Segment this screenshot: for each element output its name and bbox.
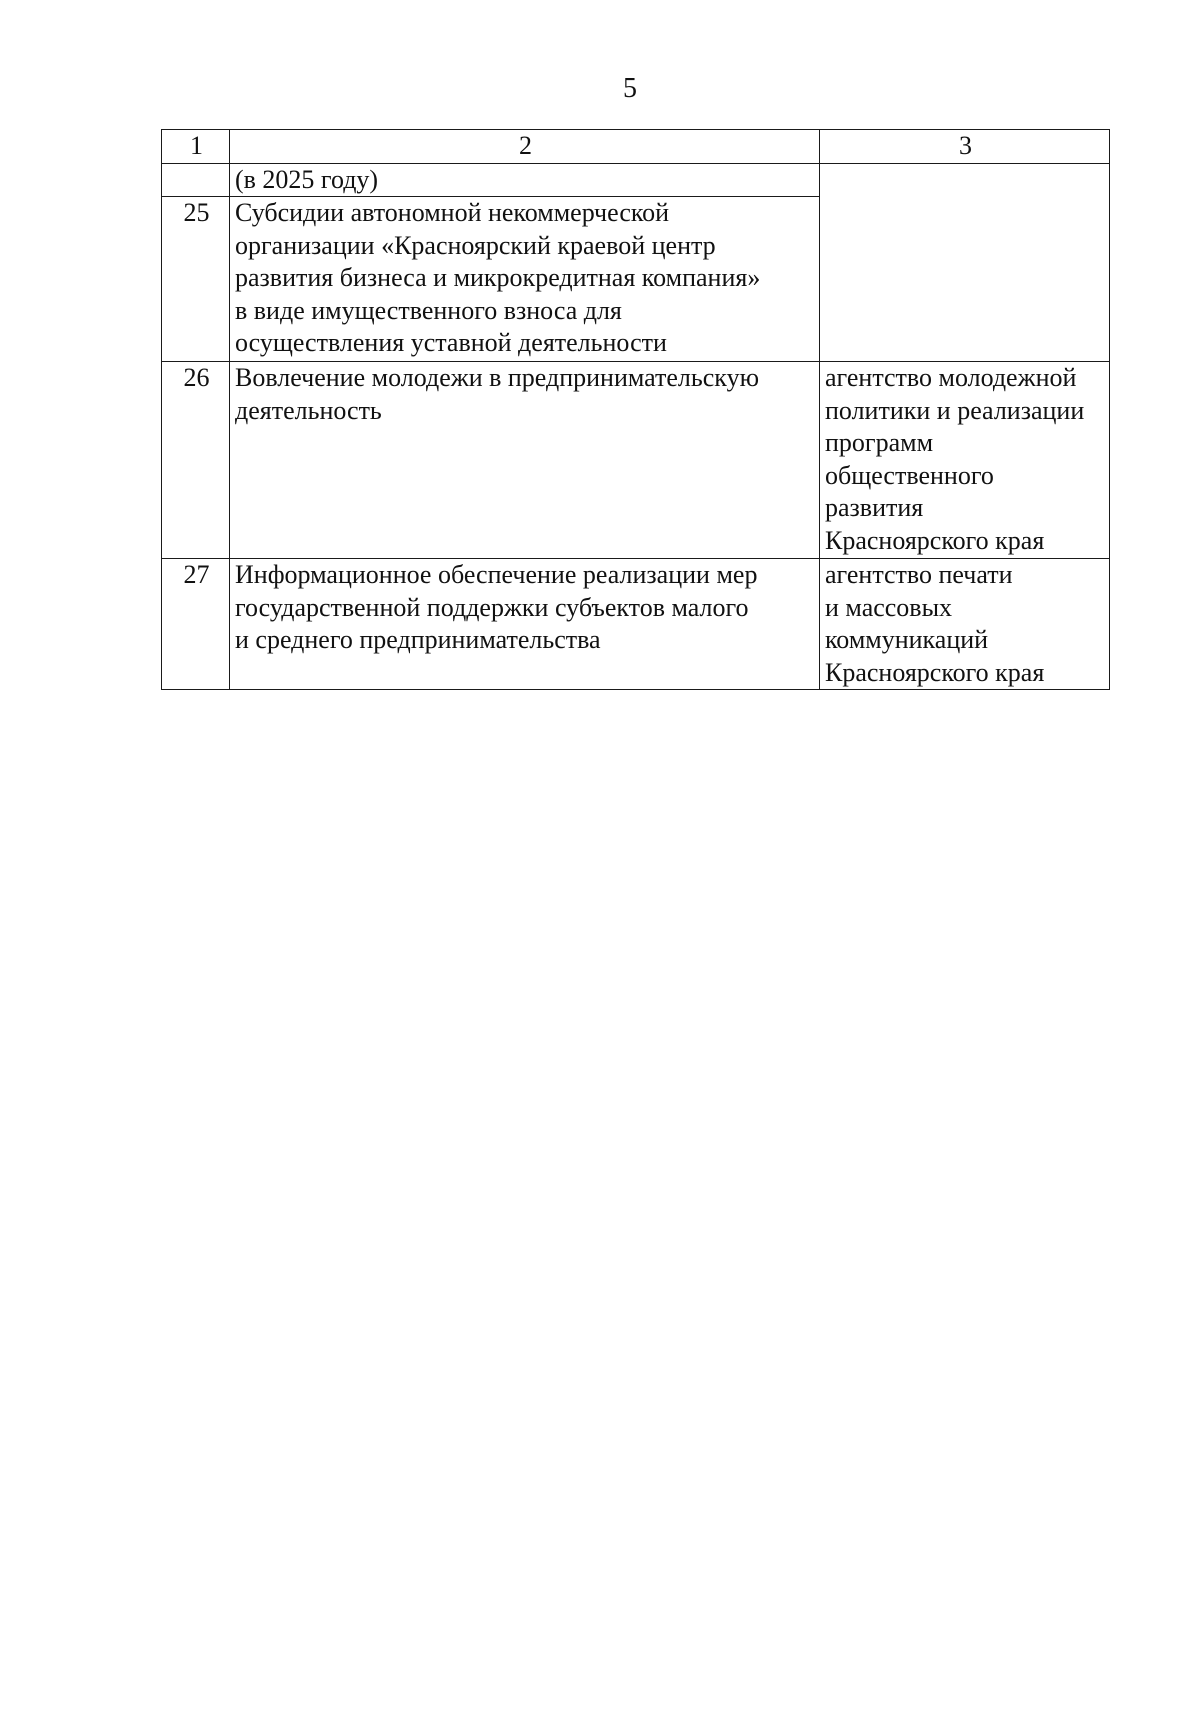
measure-text-line: Информационное обеспечение реализации мер <box>235 560 758 589</box>
row-number: 25 <box>162 197 230 362</box>
measure-text-line: Субсидии автономной некоммерческой <box>235 198 670 227</box>
measure-text-line: в виде имущественного взноса для <box>235 295 622 325</box>
agency-text-line: Красноярского края <box>825 525 1045 555</box>
agency-text-line: агентство молодежной <box>825 363 1077 392</box>
row-number: 27 <box>162 559 230 690</box>
measure-cell <box>230 163 820 197</box>
measure-text-line: и среднего предпринимательства <box>235 625 601 654</box>
table-row <box>162 559 1110 690</box>
measure-text-line: осуществления уставной деятельности <box>235 328 667 357</box>
page-number: 5 <box>623 73 637 104</box>
agency-text-line: и массовых <box>825 592 953 622</box>
measure-text-line: деятельность <box>235 395 382 425</box>
table-row-continuation <box>162 163 1110 197</box>
table-header-row <box>162 130 1110 164</box>
agency-text-line: развития <box>825 493 924 522</box>
measure-cell <box>230 362 820 559</box>
row-number: 26 <box>162 362 230 559</box>
agency-text-line: коммуникаций <box>825 625 989 654</box>
agency-cell <box>820 163 1110 362</box>
measure-text-line: (в 2025 году) <box>235 164 379 194</box>
agency-text-line: политики и реализации <box>825 395 1085 425</box>
row-number <box>162 163 230 197</box>
agency-text-line: агентство печати <box>825 560 1013 589</box>
agency-text-line: программ <box>825 428 934 457</box>
table-row <box>162 362 1110 559</box>
measure-text-line: развития бизнеса и микрокредитная компания» <box>235 263 761 292</box>
measure-text-line: организации «Красноярский краевой центр <box>235 230 716 260</box>
agency-text-line: Красноярского края <box>825 657 1045 687</box>
measure-cell <box>230 197 820 362</box>
agency-text-line: общественного <box>825 460 994 490</box>
agency-cell <box>820 362 1110 559</box>
header-col-2: 2 <box>230 130 820 164</box>
measure-text-line: Вовлечение молодежи в предпринимательскую <box>235 363 759 392</box>
header-col-1: 1 <box>162 130 230 164</box>
measure-cell <box>230 559 820 690</box>
measures-table <box>161 129 1110 690</box>
measure-text-line: государственной поддержки субъектов малого <box>235 592 749 622</box>
header-col-3: 3 <box>820 130 1110 164</box>
agency-cell <box>820 559 1110 690</box>
